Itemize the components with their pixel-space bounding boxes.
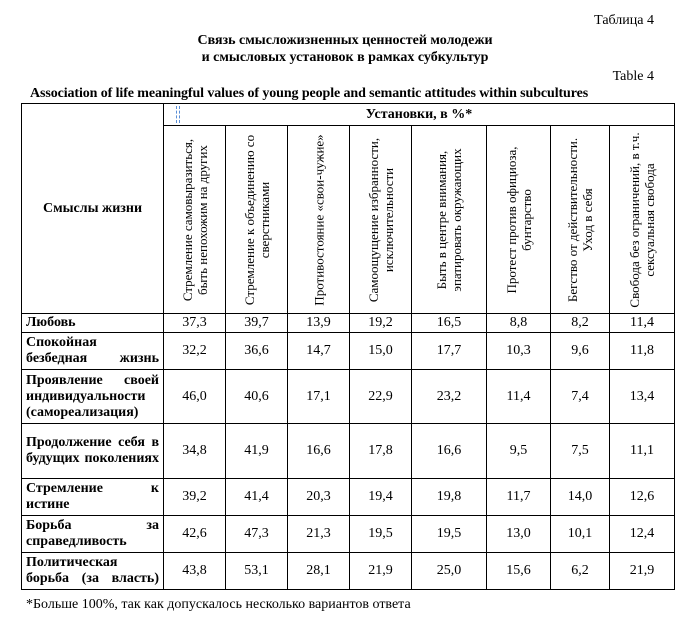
table-cell: 34,8 [164, 424, 226, 479]
table-cell: 10,3 [487, 333, 551, 370]
table-cell: 21,3 [288, 516, 350, 553]
table-row [22, 314, 675, 333]
table-cell: 14,0 [551, 479, 610, 516]
column-header: Стремление самовыразиться, быть непохожим на других [164, 126, 226, 314]
table-row [22, 333, 675, 370]
table-cell: 46,0 [164, 370, 226, 424]
column-header: Самоощущение избранности, исключительности [350, 126, 412, 314]
table-cell: 16,6 [412, 424, 487, 479]
table-cell: 23,2 [412, 370, 487, 424]
table-cell: 11,8 [610, 333, 675, 370]
table-cell: 15,0 [350, 333, 412, 370]
table-number-en: Table 4 [612, 69, 654, 84]
table-cell: 8,8 [487, 314, 551, 333]
row-label: Политическая борьба (за власть) [22, 553, 164, 590]
table-cell: 37,3 [164, 314, 226, 333]
row-header: Смыслы жизни [22, 104, 164, 314]
column-header: Протест против официоза, бунтарство [487, 126, 551, 314]
table-cell: 8,2 [551, 314, 610, 333]
table-row [22, 479, 675, 516]
table-cell: 19,2 [350, 314, 412, 333]
table-cell: 43,8 [164, 553, 226, 590]
group-header-label: Установки, в %* [365, 106, 473, 122]
table-cell: 16,6 [288, 424, 350, 479]
cursor-guide-left [176, 106, 177, 123]
table-cell: 41,9 [226, 424, 288, 479]
table-body [22, 314, 675, 590]
table-cell: 39,7 [226, 314, 288, 333]
table-cell: 39,2 [164, 479, 226, 516]
table-number-ru: Таблица 4 [594, 13, 654, 28]
table-cell: 12,6 [610, 479, 675, 516]
table-cell: 41,4 [226, 479, 288, 516]
table-cell: 13,4 [610, 370, 675, 424]
table-cell: 19,5 [412, 516, 487, 553]
table-cell: 53,1 [226, 553, 288, 590]
footnote: *Больше 100%, так как допускалось несколько вариантов ответа [26, 597, 411, 612]
table-cell: 19,8 [412, 479, 487, 516]
table-title-en: Association of life meaningful values of young people and semantic attitudes within subcultures [30, 86, 589, 101]
table-cell: 13,9 [288, 314, 350, 333]
row-label: Продолжение себя в будущих поколениях [22, 424, 164, 479]
table-cell: 42,6 [164, 516, 226, 553]
table-cell: 9,6 [551, 333, 610, 370]
table-cell: 14,7 [288, 333, 350, 370]
table-cell: 25,0 [412, 553, 487, 590]
table-cell: 11,1 [610, 424, 675, 479]
table-cell: 15,6 [487, 553, 551, 590]
cursor-guide-right [179, 106, 180, 123]
table-cell: 17,1 [288, 370, 350, 424]
table-cell: 13,0 [487, 516, 551, 553]
table-row [22, 553, 675, 590]
table-cell: 19,4 [350, 479, 412, 516]
table-title-ru [0, 32, 690, 66]
row-label: Стремление к истине [22, 479, 164, 516]
table-cell: 47,3 [226, 516, 288, 553]
table-cell: 32,2 [164, 333, 226, 370]
table-cell: 17,8 [350, 424, 412, 479]
table-cell: 11,4 [487, 370, 551, 424]
table-cell: 9,5 [487, 424, 551, 479]
table-cell: 36,6 [226, 333, 288, 370]
row-label: Борьба за справедливость [22, 516, 164, 553]
table-cell: 7,5 [551, 424, 610, 479]
table-cell: 16,5 [412, 314, 487, 333]
table-row [22, 370, 675, 424]
table-cell: 20,3 [288, 479, 350, 516]
table-cell: 28,1 [288, 553, 350, 590]
table-cell: 7,4 [551, 370, 610, 424]
row-label: Спокойная безбедная жизнь [22, 333, 164, 370]
table-cell: 6,2 [551, 553, 610, 590]
table-cell: 21,9 [610, 553, 675, 590]
table-cell: 22,9 [350, 370, 412, 424]
table-cell: 17,7 [412, 333, 487, 370]
table-title-ru-line-2: и смысловых установок в рамках субкультур [201, 50, 489, 65]
column-header: Свобода без ограничений, в т.ч. сексуальная свобода [610, 126, 675, 314]
table-row [22, 424, 675, 479]
column-header: Бегство от действительности. Уход в себя [551, 126, 610, 314]
table-row [22, 516, 675, 553]
table-cell: 10,1 [551, 516, 610, 553]
table-cell: 21,9 [350, 553, 412, 590]
row-label: Любовь [22, 314, 164, 333]
table-cell: 11,7 [487, 479, 551, 516]
column-header: Стремление к объединению со сверстниками [226, 126, 288, 314]
data-table [21, 103, 675, 590]
table-cell: 11,4 [610, 314, 675, 333]
row-label: Проявление своей индивидуальности (самореализация) [22, 370, 164, 424]
group-header [164, 104, 675, 126]
header-row-group [22, 104, 675, 126]
table-cell: 12,4 [610, 516, 675, 553]
table-title-ru-line-1: Связь смысложизненных ценностей молодежи [197, 33, 493, 48]
table-cell: 19,5 [350, 516, 412, 553]
table-cell: 40,6 [226, 370, 288, 424]
column-header: Быть в центре внимания, эпатировать окружающих [412, 126, 487, 314]
column-header: Противостояние «свои-чужие» [288, 126, 350, 314]
